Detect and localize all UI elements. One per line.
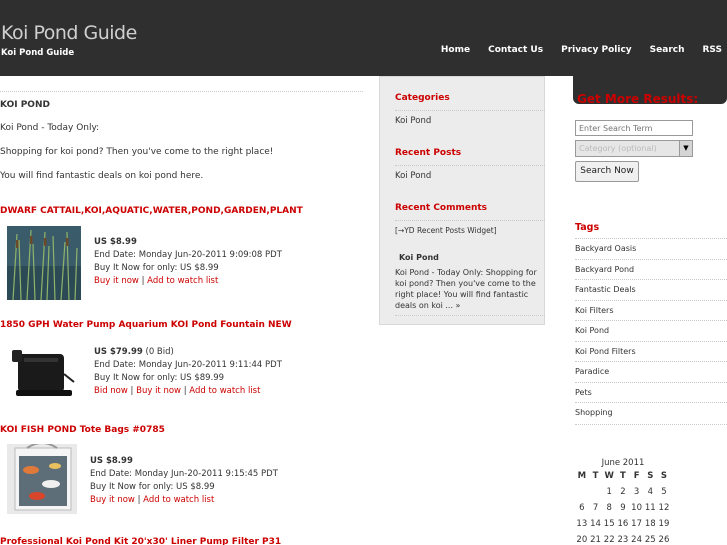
tag-item[interactable]: Koi Pond [575, 320, 727, 335]
calendar-day: 15 [603, 519, 615, 529]
calendar-day: 17 [631, 519, 642, 529]
calendar-day: 7 [592, 503, 599, 513]
water-pump-photo[interactable] [10, 344, 76, 402]
divider [395, 315, 545, 316]
bid-now-link[interactable]: Bid now [94, 386, 128, 396]
tag-item[interactable]: Shopping [575, 402, 727, 417]
buy-it-now-link[interactable]: Buy it now [136, 386, 182, 396]
listing-buy-it-now: Buy It Now for only: US $8.99 [94, 263, 219, 273]
calendar-day: 22 [603, 535, 615, 545]
category-select-value: Category (optional) [579, 144, 657, 153]
calendar-week [575, 503, 675, 519]
search-input[interactable] [575, 120, 693, 136]
listing-title[interactable]: DWARF CATTAIL,KOI,AQUATIC,WATER,POND,GARDEN,PLANT [0, 206, 303, 216]
tote-bag-photo[interactable] [7, 444, 77, 514]
calendar-day: 19 [658, 519, 670, 529]
calendar-day: 10 [631, 503, 642, 513]
recent-posts-widget-link[interactable]: [→YD Recent Posts Widget] [395, 220, 545, 235]
post-paragraph: You will find fantastic deals on koi pond here. [0, 171, 204, 181]
recent-posts-heading: Recent Posts [395, 148, 462, 158]
category-item-koi-pond[interactable]: Koi Pond [395, 110, 545, 126]
post-paragraph: Shopping for koi pond? Then you've come to the right place! [0, 147, 274, 157]
calendar-day: 23 [617, 535, 629, 545]
tag-item[interactable]: Pets [575, 382, 727, 397]
post-title[interactable]: KOI POND [0, 100, 50, 110]
calendar-day: 20 [576, 535, 588, 545]
calendar-day: 5 [661, 487, 667, 497]
listing-bids: (0 Bid) [145, 347, 174, 357]
calendar-day: 8 [606, 503, 612, 513]
calendar-day: 11 [644, 503, 656, 513]
calendar-day: 9 [620, 503, 626, 513]
calendar-week [575, 535, 675, 545]
buy-it-now-link[interactable]: Buy it now [94, 276, 139, 286]
calendar-week [575, 519, 675, 535]
weekday-label: T [620, 471, 626, 481]
site-title[interactable]: Koi Pond Guide [1, 22, 137, 44]
add-to-watch-list-link[interactable]: Add to watch list [189, 386, 261, 396]
calendar-day: 25 [644, 535, 656, 545]
listing-title[interactable]: Professional Koi Pond Kit 20'x30' Liner Pump Filter P31 [0, 537, 282, 545]
nav-contact-us[interactable]: Contact Us [488, 45, 544, 55]
post-paragraph: Koi Pond - Today Only: [0, 123, 100, 133]
calendar-week [575, 487, 675, 503]
search-now-button[interactable]: Search Now [575, 161, 639, 182]
recent-comment-title[interactable]: Koi Pond [399, 253, 439, 262]
recent-comment-text: Koi Pond - Today Only: Shopping for koi pond? Then you've come to the right place! You will find fantastic deals on koi ... » [395, 268, 537, 310]
calendar-weekdays [575, 471, 675, 487]
buy-it-now-link[interactable]: Buy it now [90, 495, 135, 505]
calendar-day: 26 [658, 535, 670, 545]
weekday-label: W [604, 471, 614, 481]
weekday-label: S [660, 471, 668, 481]
calendar-day: 4 [647, 487, 653, 497]
listing-title[interactable]: KOI FISH POND Tote Bags #0785 [0, 425, 165, 435]
calendar-day: 2 [620, 487, 626, 497]
categories-heading: Categories [395, 93, 450, 103]
weekday-label: S [647, 471, 654, 481]
calendar-day: 3 [633, 487, 640, 497]
more-results-heading: Get More Results: [577, 92, 699, 106]
listing-buy-it-now: Buy It Now for only: US $8.99 [90, 482, 215, 492]
listing-end-date: End Date: Monday Jun-20-2011 9:11:44 PDT [94, 360, 282, 370]
tags-heading: Tags [575, 222, 600, 233]
nav-home[interactable]: Home [440, 45, 471, 55]
weekday-label: M [577, 471, 587, 481]
tag-item[interactable]: Paradice [575, 361, 727, 376]
category-select[interactable] [575, 140, 693, 157]
listing-price: US $8.99 [94, 237, 137, 247]
calendar-day: 14 [590, 519, 601, 529]
site-description: Koi Pond Guide [1, 48, 75, 58]
add-to-watch-list-link[interactable]: Add to watch list [143, 495, 215, 505]
calendar-day: 16 [617, 519, 629, 529]
weekday-label: F [633, 471, 640, 481]
listing-price: US $8.99 [90, 456, 133, 466]
calendar-day: 21 [590, 535, 601, 545]
listing-end-date: End Date: Monday Jun-20-2011 9:15:45 PDT [90, 469, 278, 479]
calendar-day: 12 [658, 503, 670, 513]
listing-price: US $79.99 [94, 347, 143, 357]
add-to-watch-list-link[interactable]: Add to watch list [147, 276, 219, 286]
calendar-day: 18 [644, 519, 656, 529]
recent-post-item[interactable]: Koi Pond [395, 165, 545, 181]
calendar-day [575, 487, 589, 503]
recent-comments-heading: Recent Comments [395, 203, 488, 213]
listing-details: US $8.99 End Date: Monday Jun-20-2011 9:15:45 PDT Buy It Now for only: US $8.99 Buy it now | Add to watch list [90, 456, 278, 505]
calendar-day [589, 487, 603, 503]
tag-item[interactable]: Koi Filters [575, 300, 727, 315]
sidebar [379, 76, 545, 325]
divider [0, 91, 363, 92]
listing-buy-it-now: Buy It Now for only: US $89.99 [94, 373, 225, 383]
tag-item[interactable]: Backyard Pond [575, 259, 727, 274]
tag-item[interactable]: Backyard Oasis [575, 238, 727, 253]
nav-rss[interactable]: RSS [702, 45, 722, 55]
nav-search[interactable]: Search [649, 45, 685, 55]
calendar [575, 458, 675, 545]
site-header [0, 0, 727, 76]
weekday-label: T [592, 471, 599, 481]
listing-details: US $79.99 (0 Bid) End Date: Monday Jun-20-2011 9:11:44 PDT Buy It Now for only: US $89.99 Bid now | Buy it now | Add to watch list [94, 347, 282, 396]
calendar-day: 24 [631, 535, 642, 545]
chevron-down-icon[interactable]: ▼ [679, 141, 692, 156]
cattail-plant-photo[interactable] [7, 226, 81, 300]
calendar-day: 6 [579, 503, 585, 513]
listing-details: US $8.99 End Date: Monday Jun-20-2011 9:09:08 PDT Buy It Now for only: US $8.99 Buy it now | Add to watch list [94, 237, 282, 286]
divider [575, 424, 727, 425]
listing-end-date: End Date: Monday Jun-20-2011 9:09:08 PDT [94, 250, 282, 260]
calendar-caption: June 2011 [601, 458, 645, 468]
tag-item[interactable]: Fantastic Deals [575, 279, 727, 294]
main-nav [423, 45, 722, 55]
calendar-day: 1 [606, 487, 612, 497]
calendar-day: 13 [576, 519, 588, 529]
listing-title[interactable]: 1850 GPH Water Pump Aquarium KOI Pond Fountain NEW [0, 320, 292, 330]
nav-privacy-policy[interactable]: Privacy Policy [561, 45, 632, 55]
tag-item[interactable]: Koi Pond Filters [575, 341, 727, 356]
